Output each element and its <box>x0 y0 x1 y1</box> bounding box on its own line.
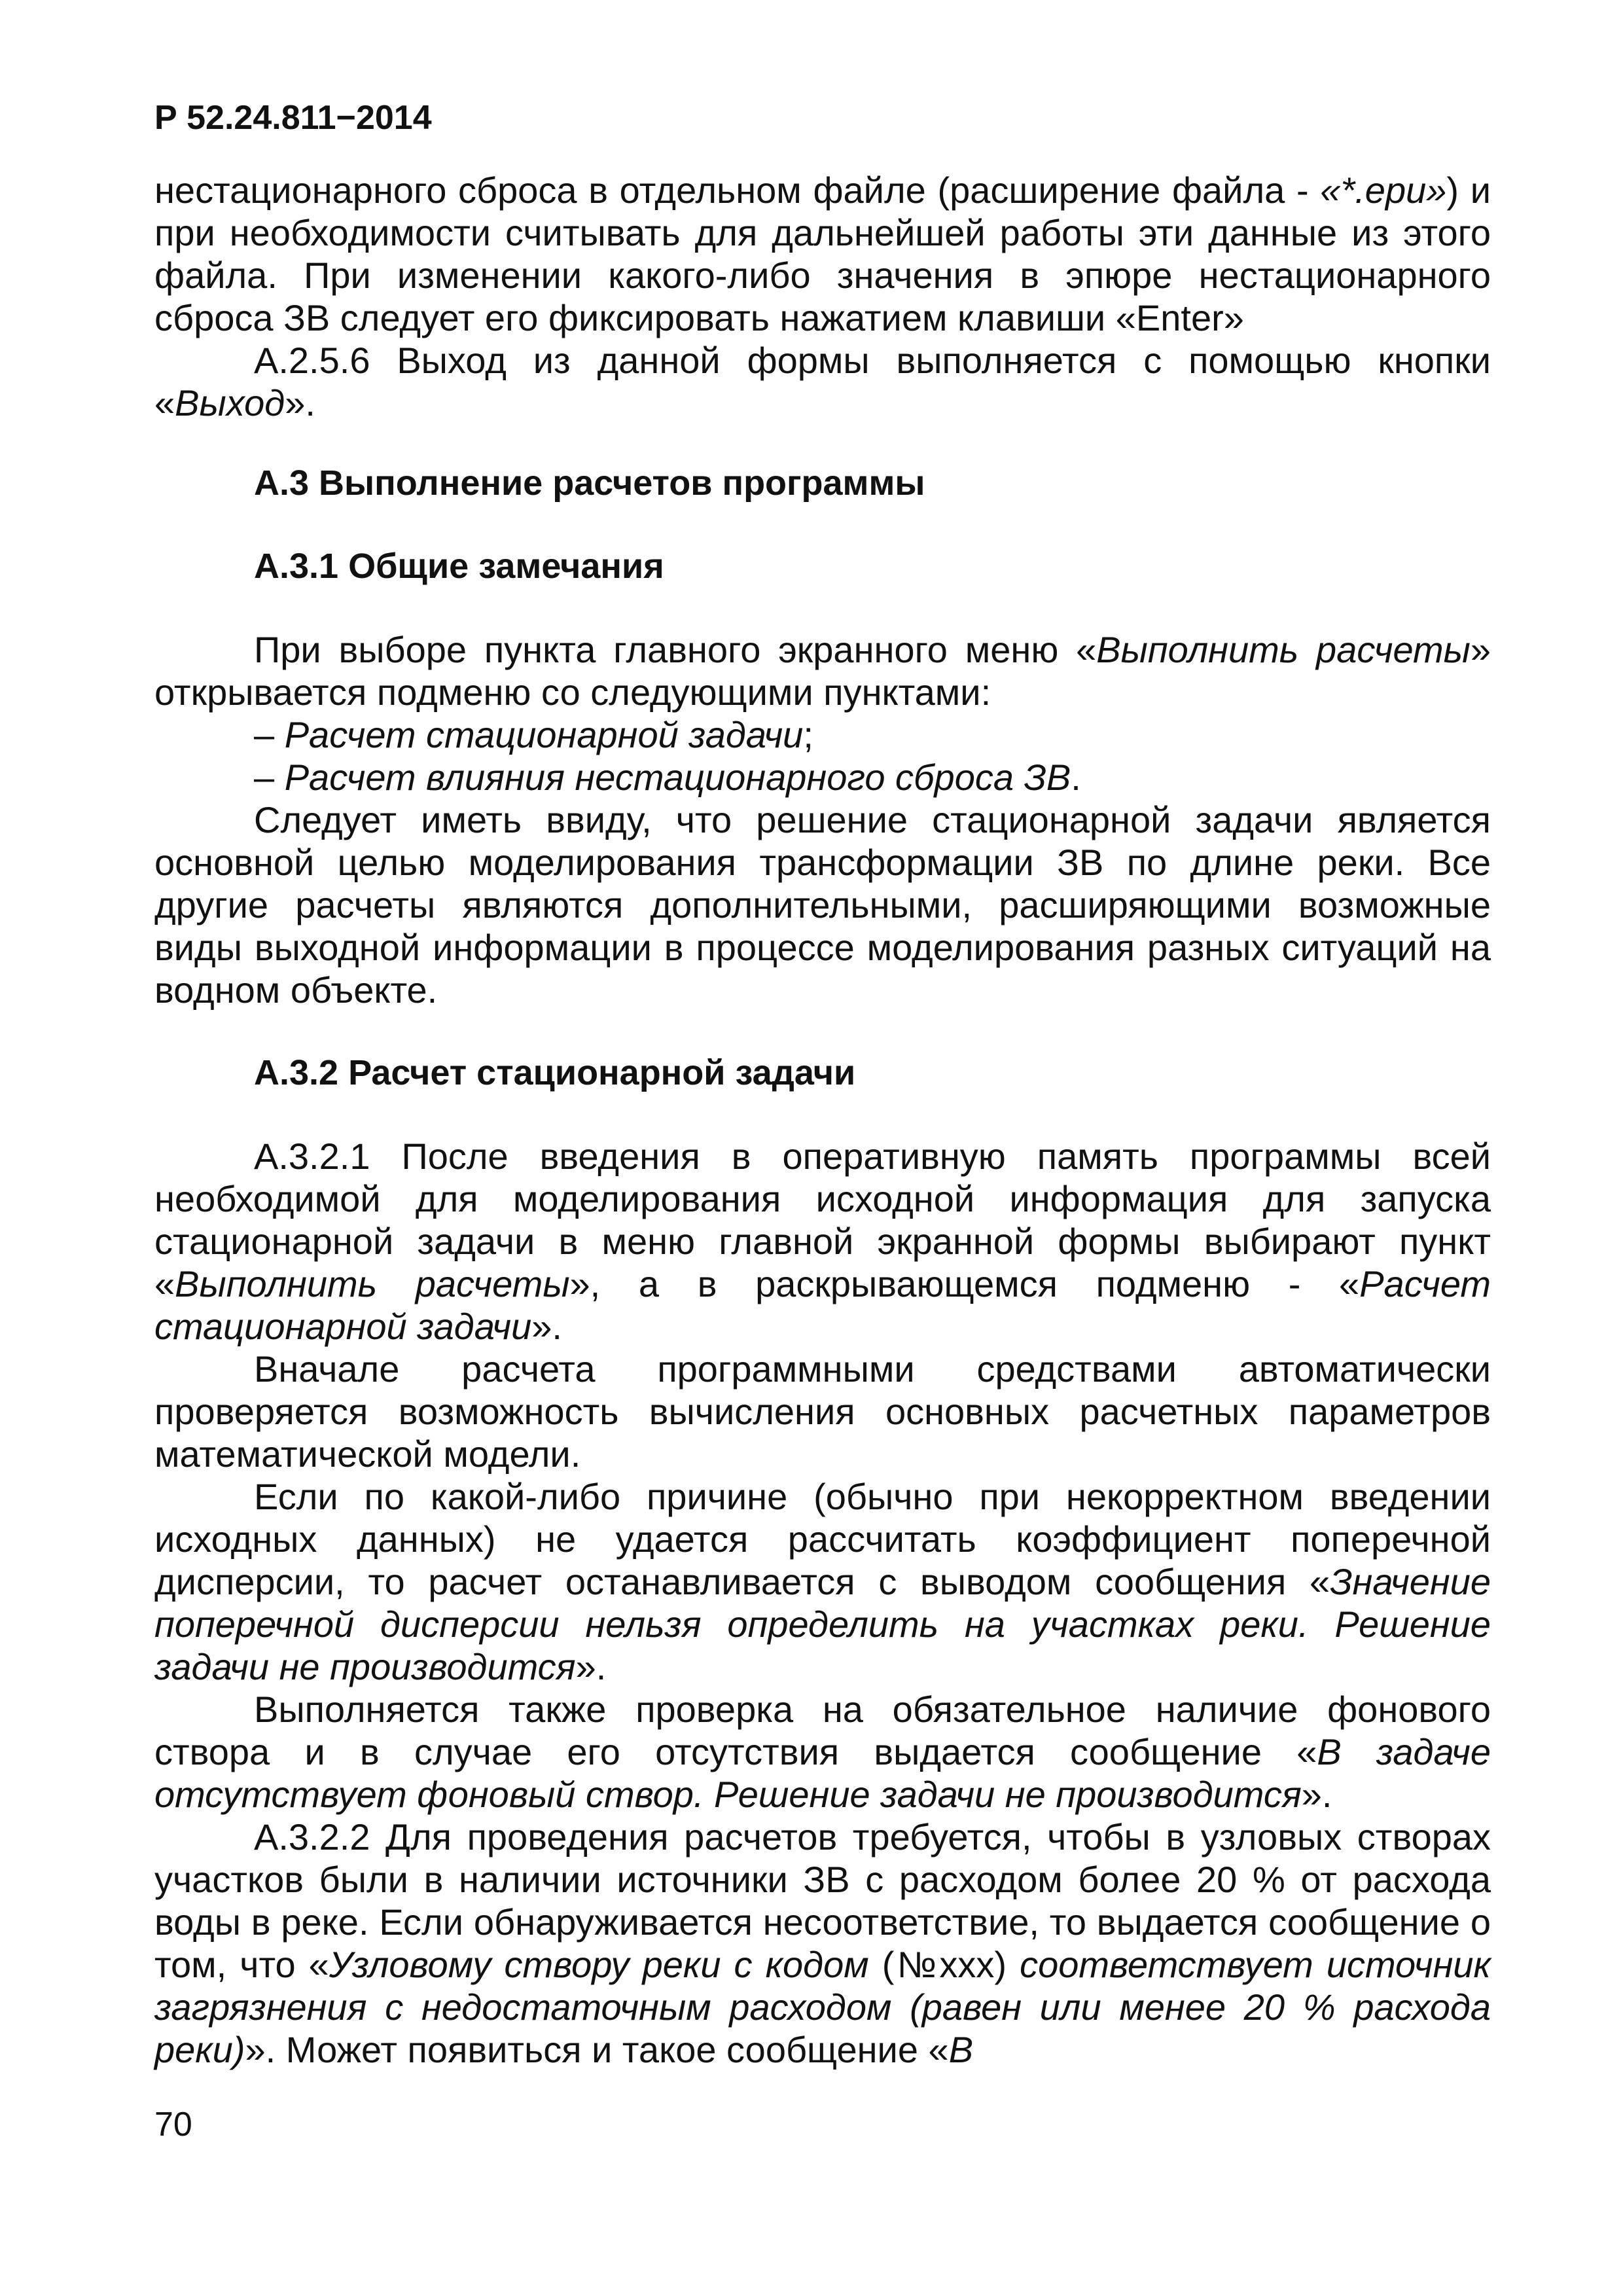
menu-item-name: Выполнить расчеты <box>1096 629 1471 670</box>
error-message-text: В <box>948 2029 974 2070</box>
paragraph-text: ) и при необходимости считывать для дальнейшей работы эти данные из этого файла. При изменении какого-либо значения в эпюре нестационарного сброса ЗВ следует его фиксировать нажатием клавиши «Enter» <box>154 170 1491 338</box>
list-item-label: Расчет влияния нестационарного сброса ЗВ <box>284 757 1071 798</box>
error-message-text: Значение поперечной дисперсии нельзя определить на участках реки. Решение задачи не производится <box>154 1561 1491 1687</box>
paragraph-dispersion-error <box>154 1475 1491 1688</box>
file-extension-text: «*.epu» <box>1320 170 1447 211</box>
paragraph-a3221 <box>154 1135 1491 1348</box>
list-item <box>154 756 1491 798</box>
paragraph-text: А.3.2.1 После введения в оперативную память программы всей необходимой для моделирования исходной информация для запуска стационарной задачи в меню главной экранной формы выбирают пункт « <box>154 1136 1491 1304</box>
list-item-end: ; <box>803 714 813 755</box>
paragraph-text: ». <box>575 1646 607 1687</box>
menu-item-name: Выполнить расчеты <box>175 1263 570 1304</box>
paragraph-text: ». Может появиться и такое сообщение « <box>245 2029 949 2070</box>
list-dash: – <box>254 757 285 798</box>
paragraph-text: ». <box>285 382 315 423</box>
paragraph-auto-check: Вначале расчета программными средствами автоматически проверяется возможность вычисления основных расчетных параметров математической модели. <box>154 1348 1491 1475</box>
error-message-text: Узловому створу реки с кодом <box>329 1944 869 1985</box>
paragraph-text: Если по какой-либо причине (обычно при некорректном введении исходных данных) не удается рассчитать коэффициент поперечной дисперсии, то расчет останавливается с выводом сообщения « <box>154 1476 1491 1602</box>
document-code-header: Р 52.24.811−2014 <box>154 99 432 137</box>
paragraph-text: ». <box>531 1306 562 1347</box>
section-heading-a3: А.3 Выполнение расчетов программы <box>254 463 925 503</box>
paragraph-main-menu <box>154 628 1491 713</box>
paragraph-text: При выборе пункта главного экранного меню « <box>254 629 1097 670</box>
list-item-end: . <box>1071 757 1081 798</box>
paragraph-a256 <box>154 339 1491 424</box>
page-body <box>154 169 1491 2071</box>
paragraph-text: ». <box>1301 1774 1332 1815</box>
paragraph-text: нестационарного сброса в отдельном файле (расширение файла - <box>154 170 1321 211</box>
exit-button-name: Выход <box>175 382 285 423</box>
paragraph-text: А.2.5.6 Выход из данной формы выполняется с помощью кнопки « <box>154 340 1491 423</box>
section-heading-a31: А.3.1 Общие замечания <box>254 547 664 586</box>
paragraph-file-save <box>154 169 1491 339</box>
paragraph-stationary-goal: Следует иметь ввиду, что решение стационарной задачи является основной целью моделирования трансформации ЗВ по длине реки. Все другие расчеты являются дополнительными, расширяющими возможные виды выходной информации в процессе моделирования разных ситуаций на водном объекте. <box>154 799 1491 1011</box>
paragraph-text: (№xxx) <box>868 1944 1020 1985</box>
paragraph-text: » открывается подменю со следующими пунктами: <box>154 629 1491 713</box>
error-message-text: В задаче отсутствует фоновый створ. Решение задачи не производится <box>154 1731 1491 1815</box>
error-message-text: соответствует источник загрязнения с недостаточным расходом (равен или менее 20 % расхода реки) <box>154 1944 1491 2070</box>
page-number: 70 <box>154 2106 192 2144</box>
paragraph-a3222 <box>154 1816 1491 2071</box>
list-dash: – <box>254 714 285 755</box>
paragraph-text: Выполняется также проверка на обязательное наличие фонового створа и в случае его отсутствия выдается сообщение « <box>154 1689 1491 1772</box>
paragraph-text: », а в раскрывающемся подменю - « <box>569 1263 1360 1304</box>
paragraph-text: А.3.2.2 Для проведения расчетов требуется, чтобы в узловых створах участков были в наличии источники ЗВ с расходом более 20 % от расхода воды в реке. Если обнаруживается несоответствие, то выдается сообщение о том, что « <box>154 1816 1491 1985</box>
section-heading-a32: А.3.2 Расчет стационарной задачи <box>254 1053 856 1092</box>
list-item <box>154 713 1491 756</box>
list-item-label: Расчет стационарной задачи <box>284 714 804 755</box>
paragraph-background-check <box>154 1688 1491 1816</box>
submenu-item-name: Расчет стационарной задачи <box>154 1263 1491 1347</box>
